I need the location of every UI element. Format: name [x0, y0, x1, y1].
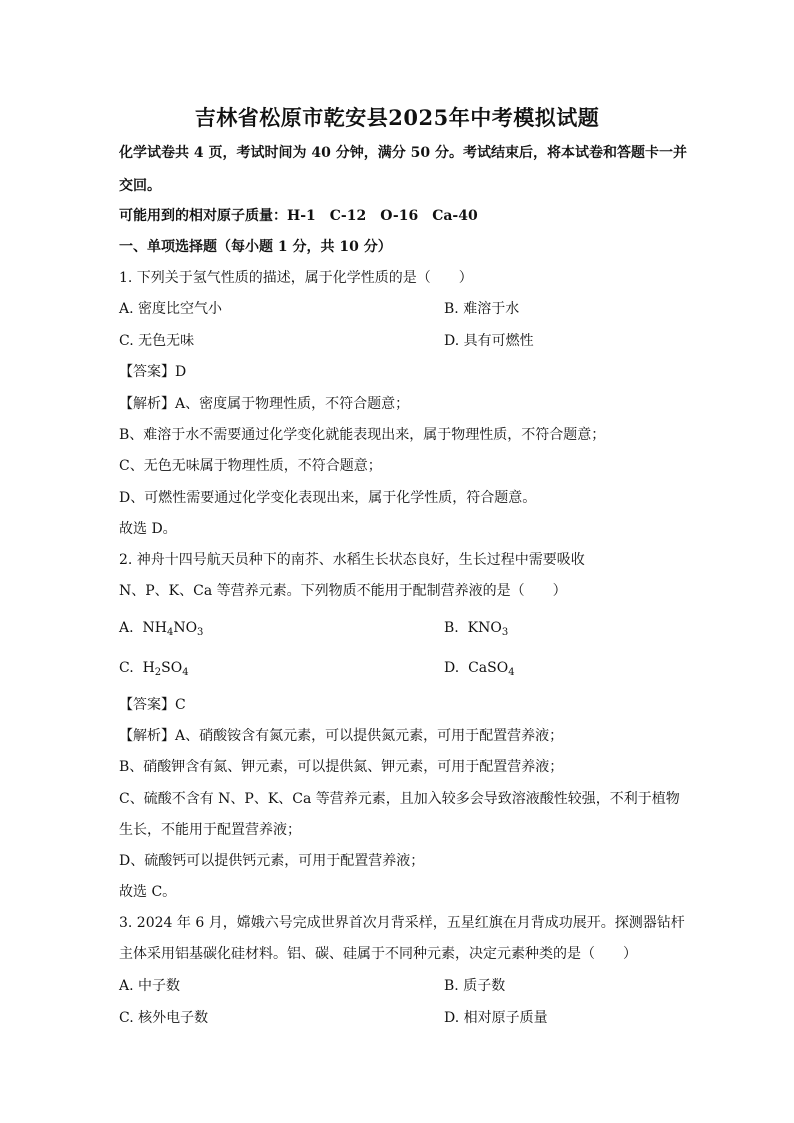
section-heading: 一、单项选择题（每小题 1 分，共 10 分）: [119, 239, 392, 255]
formula-subscript: 4: [182, 667, 189, 678]
q3-option-a: A. 中子数: [119, 978, 181, 994]
formula-part: CaSO: [468, 660, 509, 676]
formula-part: NO: [173, 620, 198, 636]
formula-part: H: [142, 660, 155, 676]
q1-option-b: B. 难溶于水: [444, 301, 520, 317]
q2-analysis-line: D、硫酸钙可以提供钙元素，可用于配置营养液；: [119, 853, 425, 869]
formula-subscript: 3: [501, 627, 509, 638]
q1-answer: 【答案】D: [119, 364, 187, 380]
q3-option-d: D. 相对原子质量: [444, 1010, 548, 1026]
q1-analysis-line: 【解析】A、密度属于物理性质，不符合题意；: [119, 396, 410, 412]
q2-analysis-line: 故选 C。: [119, 884, 177, 900]
q2-stem-line-2: N、P、K、Ca 等营养元素。下列物质不能用于配制营养液的是（ ）: [119, 583, 567, 599]
q1-analysis-line: C、无色无味属于物理性质，不符合题意；: [119, 458, 382, 474]
formula-subscript: 2: [154, 667, 162, 678]
formula-part: KNO: [467, 620, 502, 636]
q1-analysis-line: 故选 D。: [119, 521, 177, 537]
q3-stem-line-1: 3. 2024 年 6 月，嫦娥六号完成世界首次月背采样，五星红旗在月背成功展开。探测器钻杆: [119, 915, 685, 931]
formula-subscript: 3: [197, 627, 204, 638]
q2-analysis-line: C、硫酸不含有 N、P、K、Ca 等营养元素，且加入较多会导致溶液酸性较强，不利于植物: [119, 791, 680, 807]
page-title: 吉林省松原市乾安县2025年中考模拟试题: [194, 105, 600, 130]
q2-option-c: [119, 658, 189, 678]
formula-subscript: 4: [508, 667, 515, 678]
option-label: D.: [444, 660, 460, 676]
q1-analysis-line: B、难溶于水不需要通过化学变化就能表现出来，属于物理性质，不符合题意；: [119, 427, 606, 443]
q1-option-c: C. 无色无味: [119, 333, 195, 349]
q3-option-b: B. 质子数: [444, 978, 506, 994]
intro-line-1: 化学试卷共 4 页，考试时间为 40 分钟，满分 50 分。考试结束后，将本试卷和答题卡一并: [119, 145, 687, 161]
formula-part: NH: [142, 620, 167, 636]
q2-option-d: [444, 658, 515, 678]
q1-option-a: A. 密度比空气小: [119, 301, 223, 317]
q1-analysis-line: D、可燃性需要通过化学变化表现出来，属于化学性质，符合题意。: [119, 490, 537, 506]
intro-line-2: 交回。: [119, 178, 161, 194]
q2-analysis-line: 生长，不能用于配置营养液；: [119, 822, 301, 838]
q2-stem-line-1: 2. 神舟十四号航天员种下的南芥、水稻生长状态良好，生长过程中需要吸收: [119, 552, 585, 568]
q3-option-c: C. 核外电子数: [119, 1010, 209, 1026]
q1-stem: 1. 下列关于氢气性质的描述，属于化学性质的是（ ）: [119, 270, 473, 286]
q2-option-a: [119, 618, 203, 638]
q2-option-b: [444, 618, 508, 638]
formula-part: SO: [161, 660, 183, 676]
q2-answer: 【答案】C: [119, 697, 186, 713]
q2-analysis-line: B、硝酸钾含有氮、钾元素，可以提供氮、钾元素，可用于配置营养液；: [119, 759, 564, 775]
option-label: C.: [119, 660, 134, 676]
q1-option-d: D. 具有可燃性: [444, 333, 534, 349]
q2-analysis-line: 【解析】A、硝酸铵含有氮元素，可以提供氮元素，可用于配置营养液；: [119, 728, 564, 744]
formula-subscript: 4: [166, 627, 174, 638]
option-label: B.: [444, 620, 459, 636]
atomic-mass-note: 可能用到的相对原子质量：H-1 C-12 O-16 Ca-40: [119, 208, 478, 224]
q3-stem-line-2: 主体采用铝基碳化硅材料。铝、碳、硅属于不同种元素，决定元素种类的是（ ）: [119, 946, 637, 962]
option-label: A.: [119, 620, 134, 636]
